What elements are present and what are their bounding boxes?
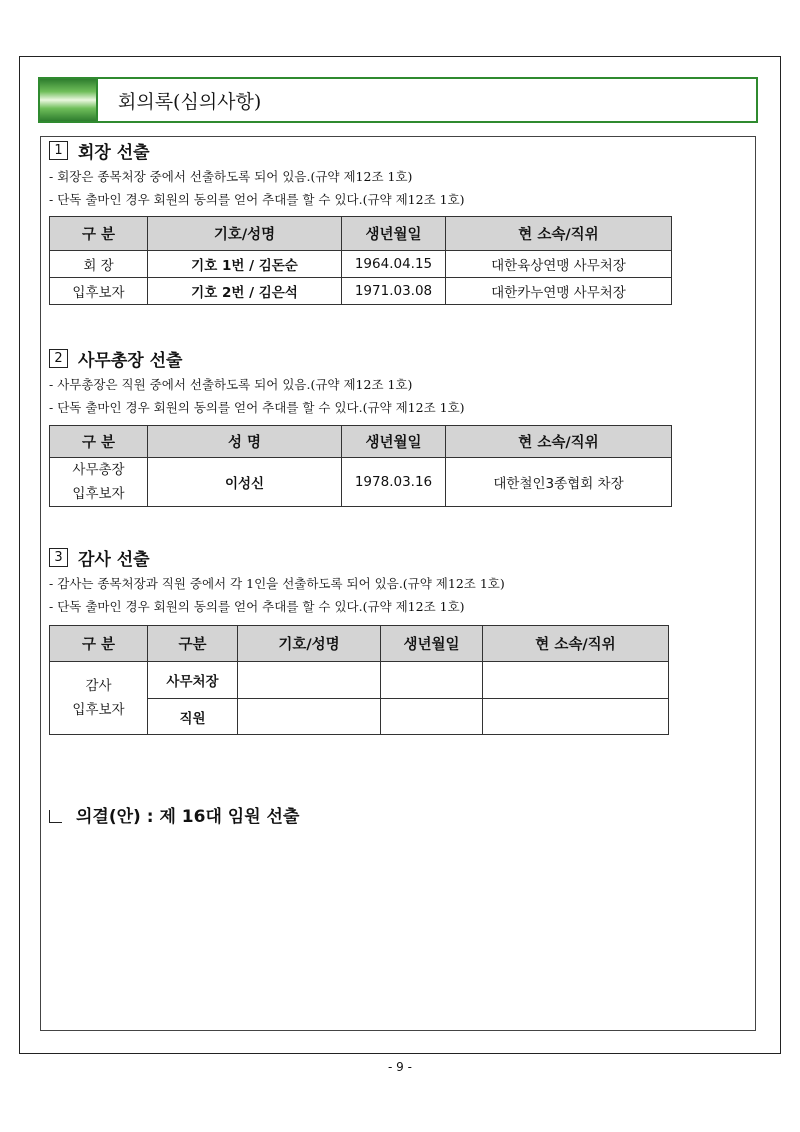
table-row xyxy=(50,251,672,278)
header-cell: 현 소속/직위 xyxy=(446,426,672,458)
section1-title xyxy=(49,138,150,163)
header-cell: 기호/성명 xyxy=(238,626,381,662)
header-title: 회의록(심의사항) xyxy=(118,90,262,113)
section3-note-1: - 감사는 종목처장과 직원 중에서 각 1인을 선출하도록 되어 있음.(규약 제12조 1호) xyxy=(49,576,505,591)
empty-name-cell xyxy=(238,699,381,735)
candidate-name-cell: 기호 1번 / 김돈순 xyxy=(148,251,342,278)
section3-title-text: 감사 선출 xyxy=(78,550,150,570)
page-number: - 9 - xyxy=(388,1060,412,1074)
table-header-row xyxy=(50,217,672,251)
header-cell: 구 분 xyxy=(50,626,148,662)
header-cell: 성 명 xyxy=(148,426,342,458)
position-cell: 대한육상연맹 사무처장 xyxy=(446,251,672,278)
section2-title-text: 사무총장 선출 xyxy=(78,351,183,371)
empty-birthdate-cell xyxy=(381,699,483,735)
section2-table xyxy=(49,425,672,507)
section1-note-1: - 회장은 종목처장 중에서 선출하도록 되어 있음.(규약 제12조 1호) xyxy=(49,169,413,184)
header-cell: 구분 xyxy=(148,626,238,662)
category-line-2: 입후보자 xyxy=(72,702,125,718)
category-line-2: 입후보자 xyxy=(72,486,125,502)
birthdate-cell: 1978.03.16 xyxy=(342,458,446,507)
position-cell: 대한카누연맹 사무처장 xyxy=(446,278,672,305)
candidate-name-cell: 이성신 xyxy=(148,458,342,507)
empty-position-cell xyxy=(483,699,669,735)
section3-number: 3 xyxy=(49,548,68,567)
table-row xyxy=(50,662,669,699)
checkbox-icon xyxy=(49,810,62,823)
resolution-text: 의결(안) : 제 16대 임원 선출 xyxy=(76,807,300,827)
table-header-row xyxy=(50,626,669,662)
category-line-1: 사무총장 xyxy=(72,462,125,478)
header-cell: 기호/성명 xyxy=(148,217,342,251)
document-header xyxy=(38,77,758,123)
category-cell: 입후보자 xyxy=(50,278,148,305)
table-header-row xyxy=(50,426,672,458)
empty-birthdate-cell xyxy=(381,662,483,699)
candidate-name-cell: 기호 2번 / 김은석 xyxy=(148,278,342,305)
header-cell: 구 분 xyxy=(50,426,148,458)
header-cell: 생년월일 xyxy=(342,426,446,458)
birthdate-cell: 1964.04.15 xyxy=(342,251,446,278)
section1-note-2: - 단독 출마인 경우 회원의 동의를 얻어 추대를 할 수 있다.(규약 제12조 1호) xyxy=(49,192,465,207)
header-gradient-block xyxy=(40,79,98,121)
table-row xyxy=(50,278,672,305)
subcategory-cell: 직원 xyxy=(148,699,238,735)
category-cell xyxy=(50,662,148,735)
section2-note-2: - 단독 출마인 경우 회원의 동의를 얻어 추대를 할 수 있다.(규약 제12조 1호) xyxy=(49,400,465,415)
category-cell xyxy=(50,458,148,507)
position-cell: 대한철인3종협회 차장 xyxy=(446,458,672,507)
section1-table xyxy=(49,216,672,305)
section1-number: 1 xyxy=(49,141,68,160)
section2-note-1: - 사무총장은 직원 중에서 선출하도록 되어 있음.(규약 제12조 1호) xyxy=(49,377,413,392)
header-cell: 현 소속/직위 xyxy=(483,626,669,662)
empty-name-cell xyxy=(238,662,381,699)
section1-title-text: 회장 선출 xyxy=(78,143,150,163)
section2-title xyxy=(49,346,182,371)
birthdate-cell: 1971.03.08 xyxy=(342,278,446,305)
section3-note-2: - 단독 출마인 경우 회원의 동의를 얻어 추대를 할 수 있다.(규약 제12조 1호) xyxy=(49,599,465,614)
header-cell: 생년월일 xyxy=(381,626,483,662)
section3-table xyxy=(49,625,669,735)
table-row xyxy=(50,458,672,507)
category-line-1: 감사 xyxy=(85,678,112,694)
section3-title xyxy=(49,545,150,570)
section2-number: 2 xyxy=(49,349,68,368)
category-cell: 회 장 xyxy=(50,251,148,278)
resolution-line xyxy=(49,802,299,827)
subcategory-cell: 사무처장 xyxy=(148,662,238,699)
empty-position-cell xyxy=(483,662,669,699)
header-cell: 생년월일 xyxy=(342,217,446,251)
header-cell: 현 소속/직위 xyxy=(446,217,672,251)
header-cell: 구 분 xyxy=(50,217,148,251)
